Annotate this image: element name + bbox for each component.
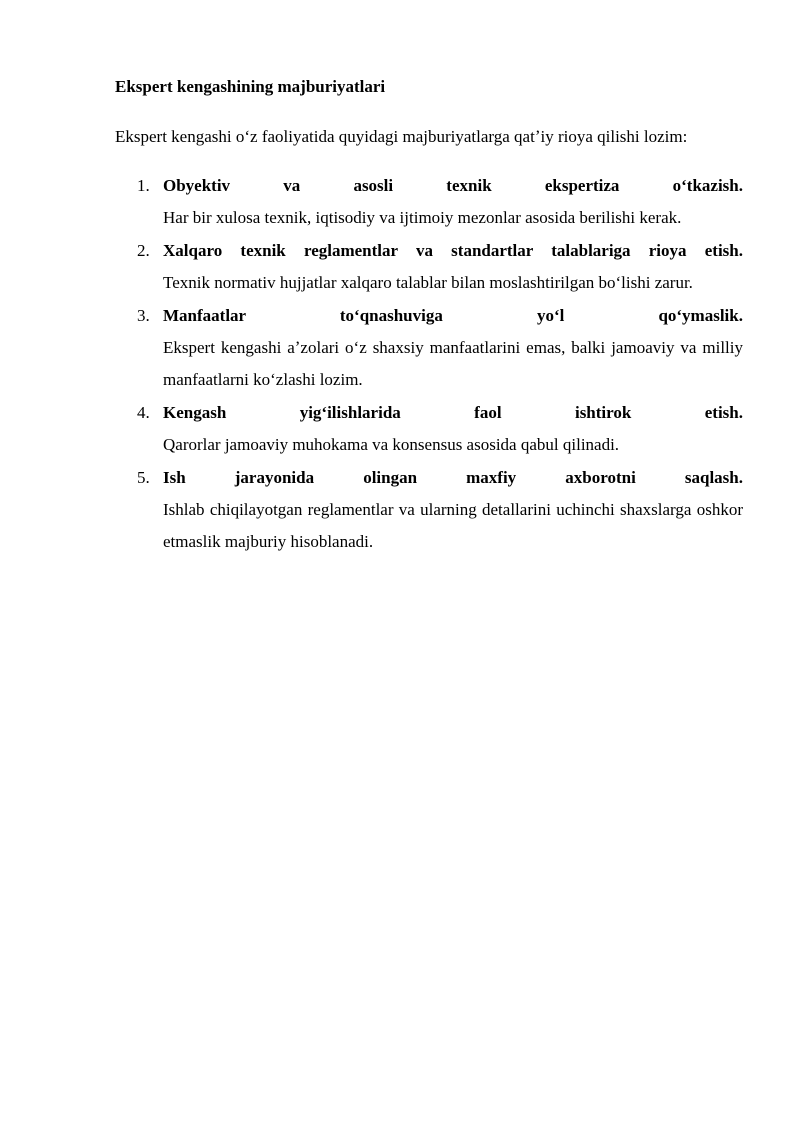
list-item-title: Xalqaro texnik reglamentlar va standartlar talablariga rioya etish. (163, 241, 743, 260)
list-item-description: Qarorlar jamoaviy muhokama va konsensus asosida qabul qilinadi. (163, 435, 620, 454)
section-heading: Ekspert kengashining majburiyatlari (115, 77, 386, 96)
list-item-title: Obyektiv va asosli texnik ekspertiza oʻtkazish. (163, 176, 743, 195)
list-item-number: 1. (137, 176, 150, 195)
list-item-number: 4. (137, 403, 150, 422)
list-item (115, 235, 743, 299)
list-item (115, 397, 743, 461)
list-item-description: Ekspert kengashi aʼzolari oʻz shaxsiy manfaatlarini emas, balki jamoaviy va milliy manfaatlarni koʻzlashi lozim. (163, 338, 743, 389)
list-item-title: Manfaatlar toʻqnashuviga yoʻl qoʻymaslik. (163, 306, 743, 325)
list-item-number: 5. (137, 468, 150, 487)
list-item-title: Kengash yigʻilishlarida faol ishtirok etish. (163, 403, 743, 422)
list-item (115, 462, 743, 558)
list-item-description: Ishlab chiqilayotgan reglamentlar va ularning detallarini uchinchi shaxslarga oshkor etmaslik majburiy hisoblanadi. (163, 500, 743, 551)
list-item (115, 170, 743, 234)
list-item-title: Ish jarayonida olingan maxfiy axborotni saqlash. (163, 468, 743, 487)
list-item-number: 3. (137, 306, 150, 325)
list-item-description: Texnik normativ hujjatlar xalqaro talablar bilan moslashtirilgan boʻlishi zarur. (163, 273, 693, 292)
document-page (115, 74, 743, 559)
intro-paragraph: Ekspert kengashi oʻz faoliyatida quyidagi majburiyatlarga qatʼiy rioya qilishi lozim: (115, 127, 688, 146)
list-item-number: 2. (137, 241, 150, 260)
obligations-list (115, 170, 743, 558)
list-item (115, 300, 743, 396)
list-item-description: Har bir xulosa texnik, iqtisodiy va ijtimoiy mezonlar asosida berilishi kerak. (163, 208, 682, 227)
